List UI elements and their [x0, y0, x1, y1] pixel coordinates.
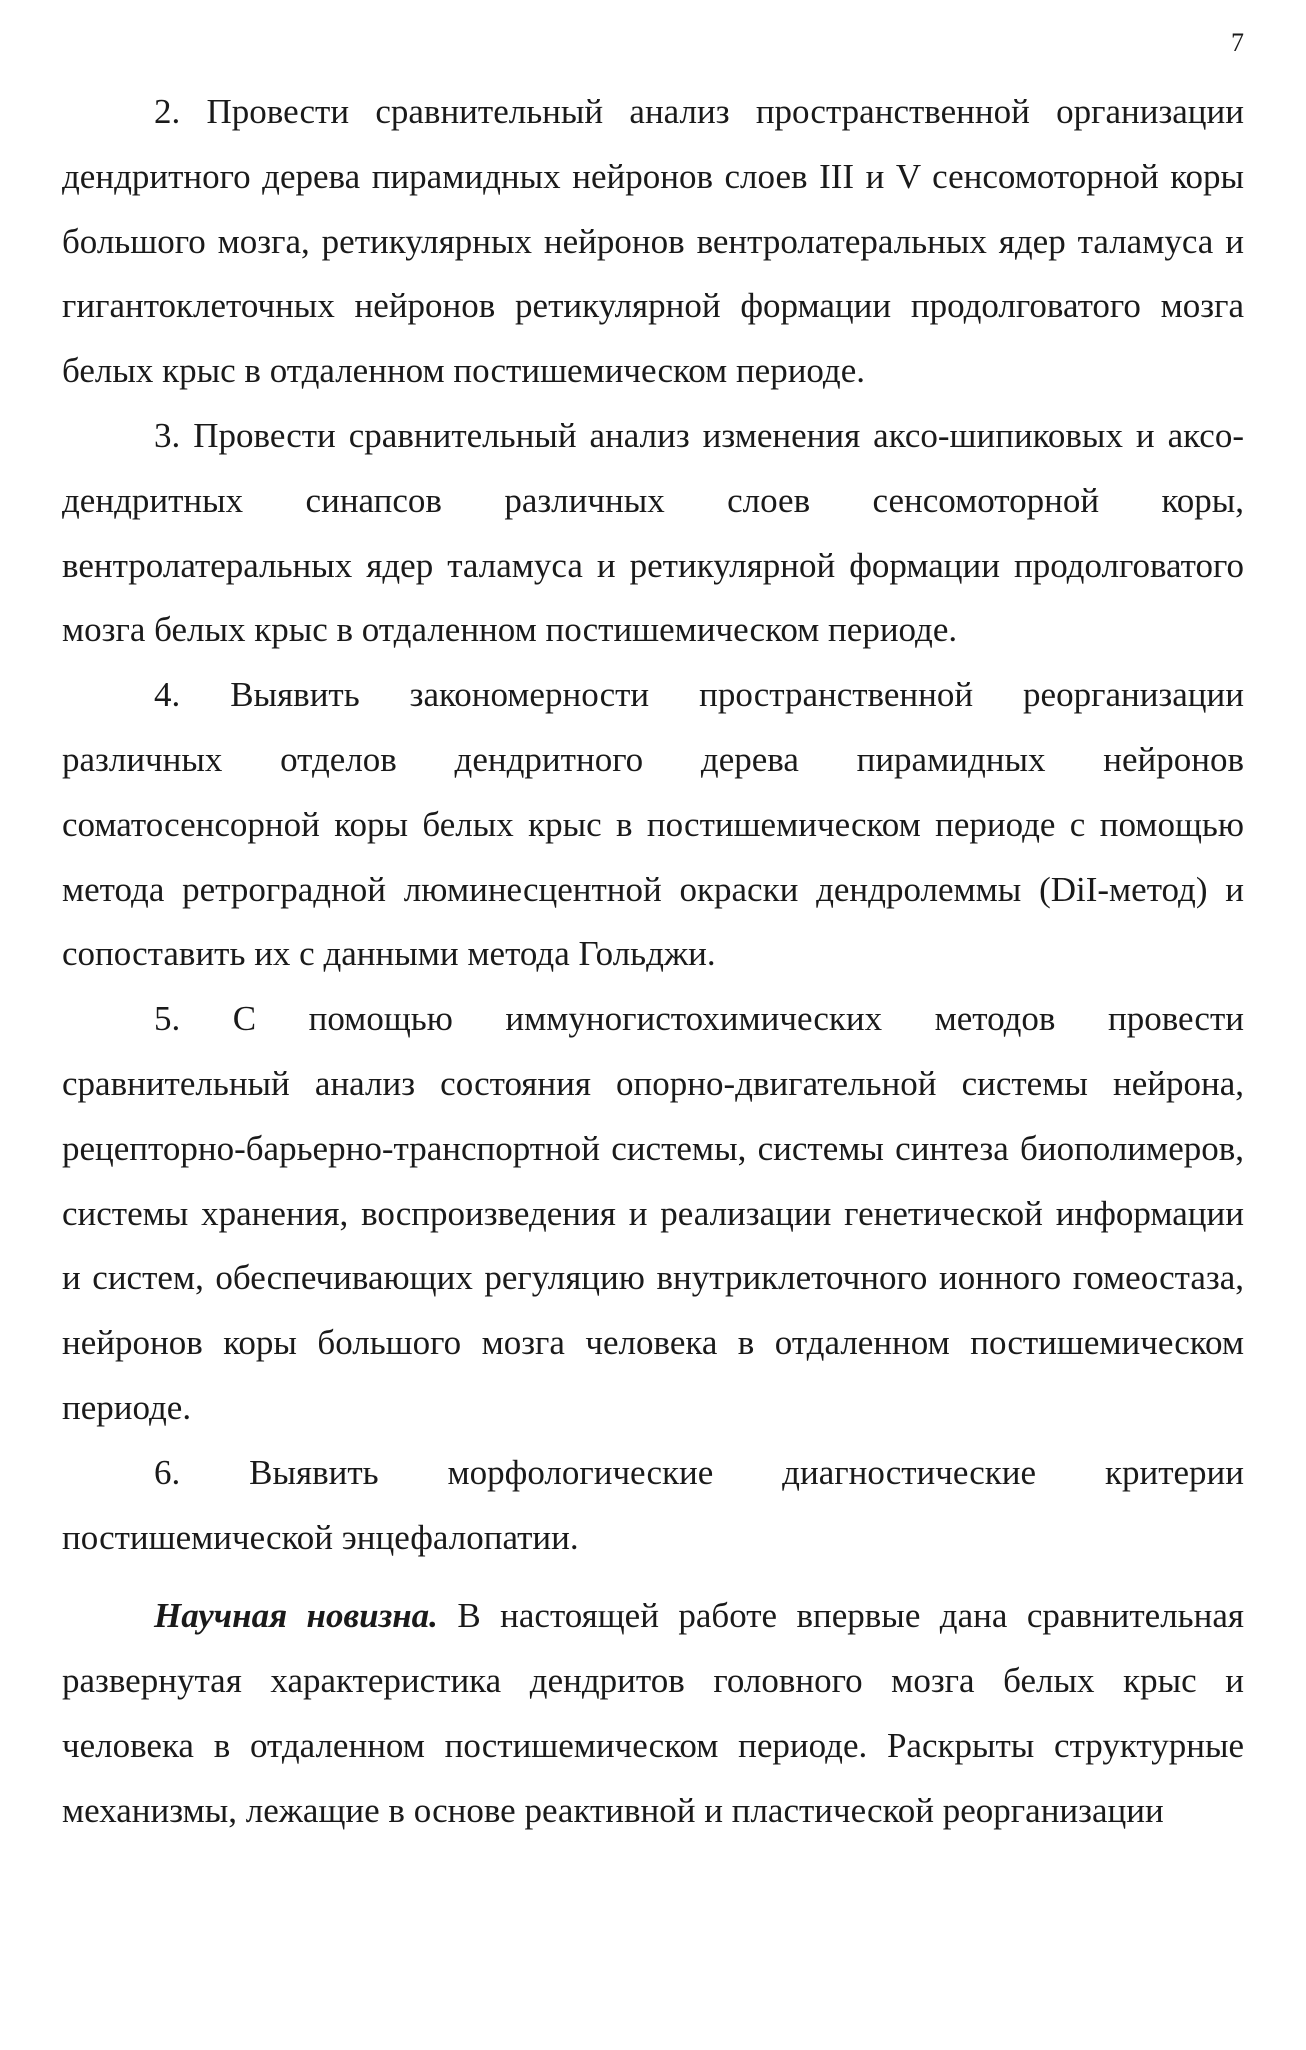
task-item-3: 3. Провести сравнительный анализ изменения аксо-шипиковых и аксо-дендритных синапсов различных слоев сенсомоторной коры, вентролатеральных ядер таламуса и ретикулярной формации продолговатого мозга белых крыс в отдаленном постишемическом периоде.: [62, 415, 1244, 650]
task-item-5: 5. С помощью иммуногистохимических методов провести сравнительный анализ состояния опорно-двигательной системы нейрона, рецепторно-барьерно-транспортной системы, системы синтеза биополимеров, системы хранения, воспроизведения и реализации генетической информации и систем, обеспечивающих регуляцию внутриклеточного ионного гомеостаза, нейронов коры большого мозга человека в отдаленном постишемическом периоде.: [62, 999, 1244, 1427]
novelty-text: В настоящей работе впервые дана сравнительная развернутая характеристика дендритов головного мозга белых крыс и человека в отдаленном постишемическом периоде. Раскрыты структурные механизмы, лежащие в основе реактивной и пластической реорганизации: [62, 1596, 1244, 1830]
task-item-6: 6. Выявить морфологические диагностические критерии постишемической энцефалопатии.: [62, 1452, 1244, 1557]
page-number: 7: [1231, 28, 1244, 57]
novelty-paragraph: [62, 1584, 1244, 1843]
task-item-4: 4. Выявить закономерности пространственной реорганизации различных отделов дендритного дерева пирамидных нейронов соматосенсорной коры белых крыс в постишемическом периоде с помощью метода ретроградной люминесцентной окраски дендролеммы (DiI-метод) и сопоставить их с данными метода Гольджи.: [62, 675, 1244, 974]
novelty-heading: Научная новизна.: [154, 1596, 438, 1636]
document-body: [62, 80, 1244, 1844]
task-item-2: 2. Провести сравнительный анализ пространственной организации дендритного дерева пирамидных нейронов слоев III и V сенсомоторной коры большого мозга, ретикулярных нейронов вентролатеральных ядер таламуса и гигантоклеточных нейронов ретикулярной формации продолговатого мозга белых крыс в отдаленном постишемическом периоде.: [62, 92, 1244, 391]
